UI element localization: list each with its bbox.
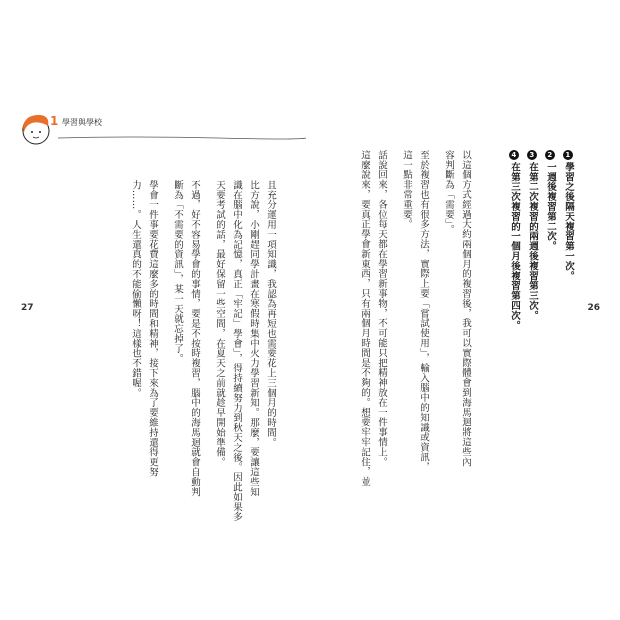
- chapter-title: 學習與學校: [62, 118, 102, 127]
- body-column: 學會一件事要花費這麼多的時間和精神，接下來為了要維持還得更努: [147, 180, 158, 477]
- body-column: 這一點非常重要。: [401, 150, 412, 230]
- list-marker: 3: [527, 150, 537, 160]
- body-column: 至於複習也有很多方法，實際上要「嘗試使用」，輸入腦中的知識或資訊，: [418, 150, 429, 472]
- list-item: 4在第三次複習的一個月後複習第四次。: [509, 151, 520, 331]
- body-column: 不過，好不容易學會的事情，要是不按時複習，腦中的海馬迴就會自動判: [189, 180, 200, 497]
- chapter-number: 1: [50, 114, 59, 128]
- list-marker: 4: [509, 150, 519, 160]
- body-column: 這麼說來，要真正學會新東西，只有兩個月時間是不夠的。想要牢牢記住，並: [359, 150, 370, 487]
- list-item: 2一週後複習第二次。: [545, 151, 556, 252]
- list-item: 1學習之後隔天複習第一次。: [563, 151, 574, 281]
- list-marker: 2: [545, 150, 555, 160]
- body-column: 識在腦中化為記憶，真正「牢記」學會」，得持續努力到秋天之後。因此如果多: [231, 180, 242, 522]
- body-column: 容判斷為「需要」。: [443, 150, 454, 235]
- list-marker: 1: [563, 150, 573, 160]
- body-column: 力……。人生還真的不能偷懶呀！這樣也不錯喔。: [130, 180, 141, 398]
- list-item: 3在第二次複習的兩週後複習第三次。: [527, 151, 538, 321]
- body-column: 且充分運用一項知識，我認為再短也需要花上三個月的時間。: [265, 180, 276, 448]
- girl-face-icon: [18, 110, 308, 150]
- chapter-header: [18, 110, 308, 150]
- body-column: 斷為「不需要的資訊」，某一天就忘掉了。: [172, 180, 183, 364]
- body-column: 天要考試的話，最好保留一些空間，在夏天之前就趁早開始準備。: [214, 180, 225, 468]
- body-column: 以這個方式經過大約兩個月的複習後，我可以實際體會到海馬迴將這些內: [460, 150, 471, 467]
- page-number-left: 27: [21, 303, 34, 313]
- page-number-right: 26: [587, 303, 600, 313]
- body-column: 比方說，小剛趕同學計畫在寒假時集中火力學習新知。那麼，要讓這些知: [248, 180, 259, 497]
- body-column: 話說回來，各位每天都在學習新事物，不可能只把精神放在一件事情上。: [376, 150, 387, 467]
